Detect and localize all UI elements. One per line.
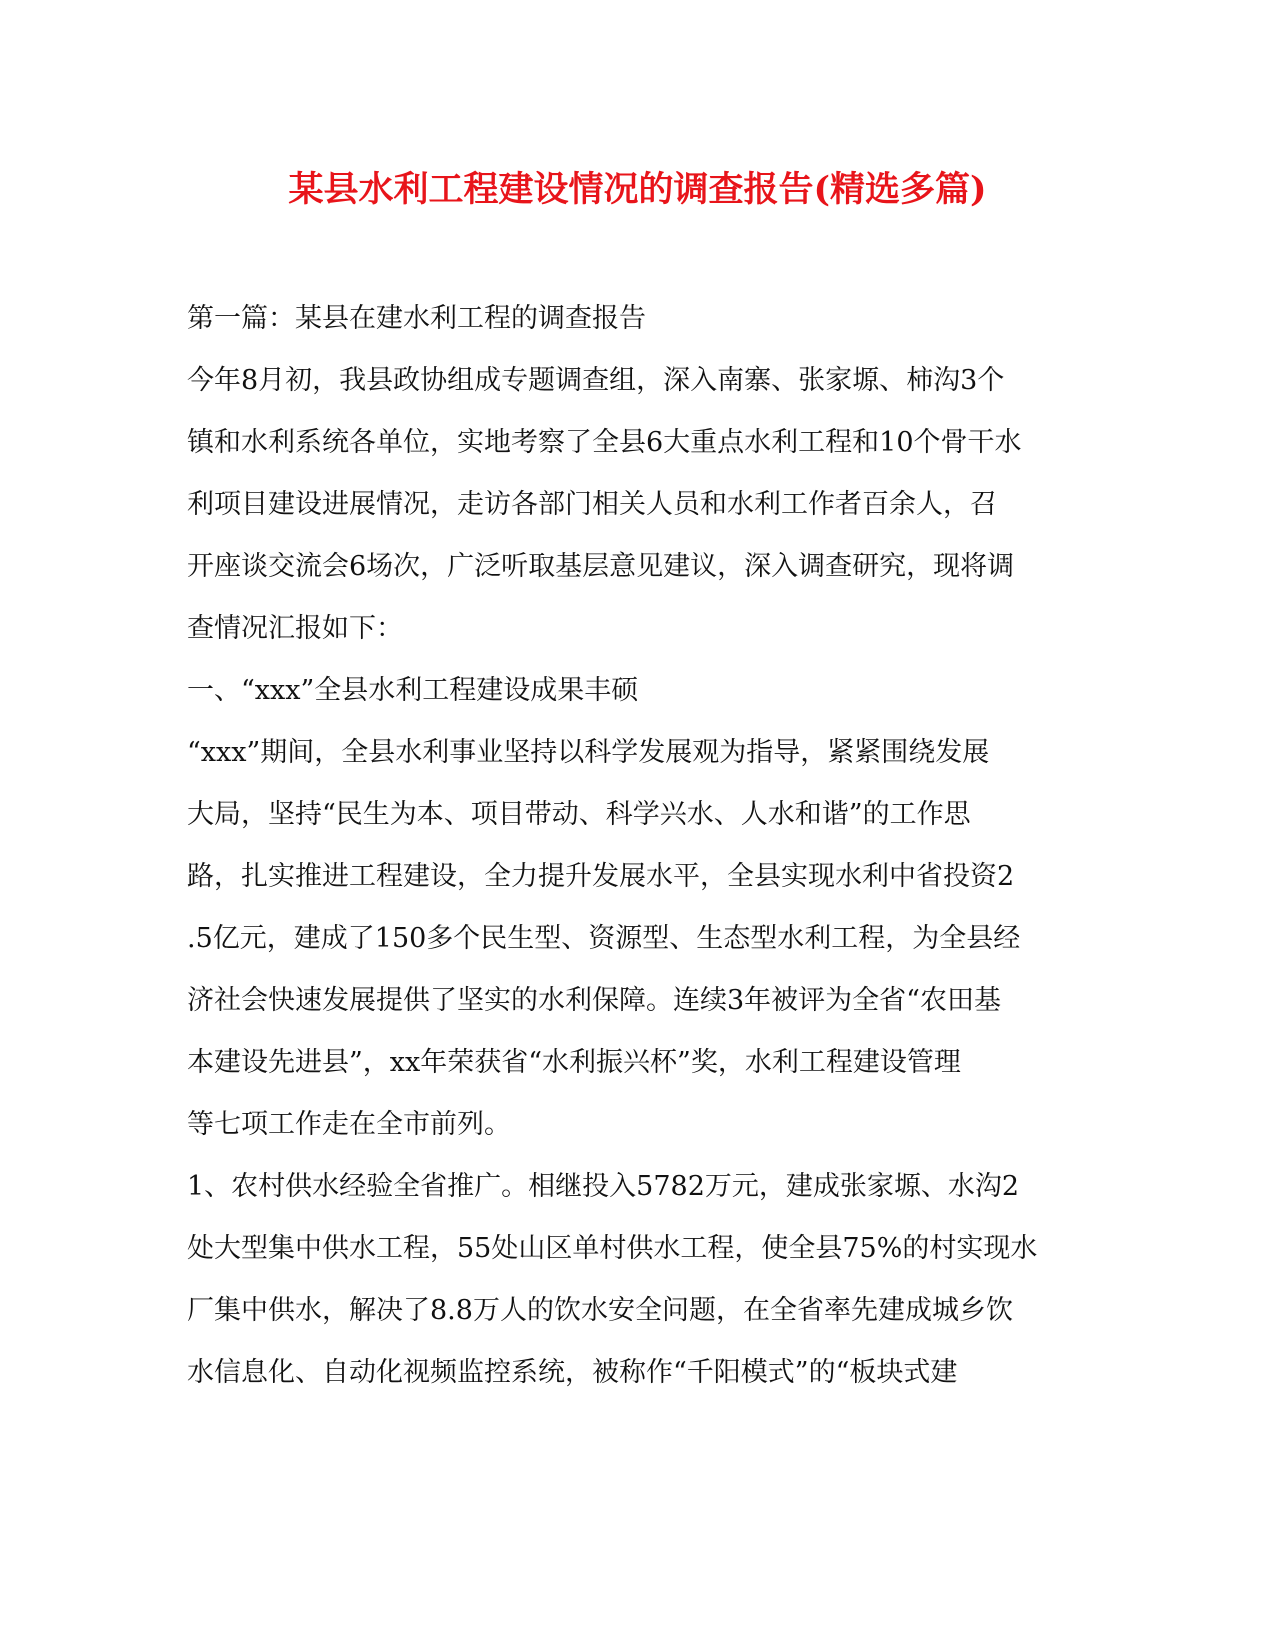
body-line: 处大型集中供水工程，55处山区单村供水工程，使全县75%的村实现水	[187, 1233, 1038, 1264]
body-line: 等七项工作走在全市前列。	[187, 1109, 511, 1140]
body-line: 一、“xxx”全县水利工程建设成果丰硕	[187, 675, 639, 706]
body-line: 厂集中供水，解决了8.8万人的饮水安全问题，在全省率先建成城乡饮	[187, 1295, 1013, 1326]
body-line: 镇和水利系统各单位，实地考察了全县6大重点水利工程和10个骨干水	[187, 427, 1022, 458]
body-line: 1、农村供水经验全省推广。相继投入5782万元，建成张家塬、水沟2	[187, 1171, 1020, 1202]
body-line: 本建设先进县”，xx年荣获省“水利振兴杯”奖，水利工程建设管理	[187, 1047, 961, 1078]
body-line: 今年8月初，我县政协组成专题调查组，深入南寨、张家塬、柿沟3个	[187, 365, 1005, 396]
body-line: 利项目建设进展情况，走访各部门相关人员和水利工作者百余人，召	[187, 489, 997, 520]
document-body	[187, 288, 1087, 1404]
body-line: 开座谈交流会6场次，广泛听取基层意见建议，深入调查研究，现将调	[187, 551, 1015, 582]
body-line: 大局，坚持“民生为本、项目带动、科学兴水、人水和谐”的工作思	[187, 799, 971, 830]
body-line: 水信息化、自动化视频监控系统，被称作“千阳模式”的“板块式建	[187, 1357, 958, 1388]
document-title: 某县水利工程建设情况的调查报告(精选多篇)	[288, 169, 987, 210]
body-line: 查情况汇报如下：	[187, 613, 403, 644]
body-line: 第一篇：某县在建水利工程的调查报告	[187, 303, 646, 334]
body-line: .5亿元，建成了150多个民生型、资源型、生态型水利工程，为全县经	[187, 923, 1021, 954]
body-line: “xxx”期间，全县水利事业坚持以科学发展观为指导，紧紧围绕发展	[187, 737, 990, 768]
body-line: 济社会快速发展提供了坚实的水利保障。连续3年被评为全省“农田基	[187, 985, 1001, 1016]
body-line: 路，扎实推进工程建设，全力提升发展水平，全县实现水利中省投资2	[187, 861, 1015, 892]
